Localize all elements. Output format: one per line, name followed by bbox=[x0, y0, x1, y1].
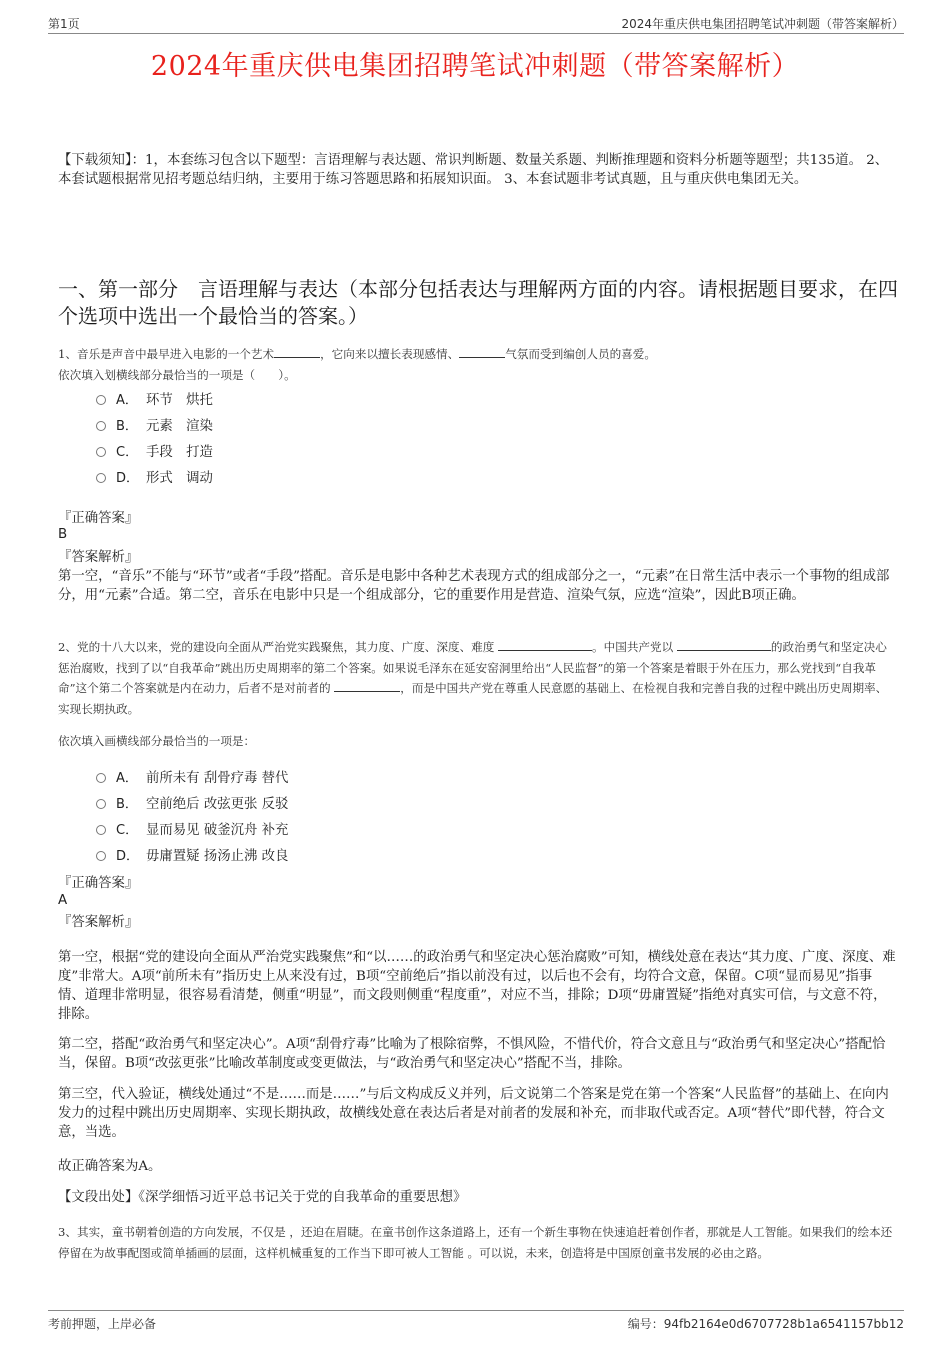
fill-blank bbox=[274, 345, 320, 358]
header-doc-title: 2024年重庆供电集团招聘笔试冲刺题（带答案解析） bbox=[621, 17, 904, 31]
correct-answer: A bbox=[58, 893, 68, 908]
analysis-paragraph: 第三空，代入验证，横线处通过“不是……而是……”与后文构成反义并列，后文说第二个答案是党在第一个答案“人民监督”的基础上、在向内发力的过程中跳出历史周期率、实现长期执政，故横线处意在表达后者是对前者的发展和补充，而非取代或否定。A项“替代”即代替，符合文意，当选。 bbox=[58, 1087, 889, 1140]
footer-divider bbox=[48, 1310, 904, 1311]
option-d[interactable]: D． 形式 调动 bbox=[96, 463, 213, 489]
question-1 bbox=[58, 344, 908, 385]
option-c[interactable]: C． 显而易见 破釜沉舟 补充 bbox=[96, 815, 288, 841]
question-2-prompt: 依次填入画横线部分最恰当的一项是： bbox=[58, 734, 256, 748]
question-1-stem: 1、音乐是声音中最早进入电影的一个艺术 ，它向来以擅长表现感情、 气氛而受到编创人员的喜爱。 bbox=[58, 347, 656, 361]
section-heading: 一、第一部分 言语理解与表达（本部分包括表达与理解两方面的内容。请根据题目要求，在四个选项中选出一个最恰当的答案。） bbox=[58, 277, 898, 328]
option-b[interactable]: B． 元素 渲染 bbox=[96, 411, 213, 437]
fill-blank bbox=[498, 638, 592, 651]
analysis-label: 『答案解析』 bbox=[58, 915, 139, 930]
fill-blank bbox=[677, 638, 771, 651]
answer-label: 『正确答案』 bbox=[58, 511, 139, 526]
question-1-options bbox=[96, 385, 213, 489]
document-id: 编号：94fb2164e0d6707728b1a6541157bb12 bbox=[627, 1317, 904, 1331]
radio-button[interactable] bbox=[96, 447, 106, 457]
fill-blank bbox=[459, 345, 505, 358]
header-divider bbox=[48, 33, 904, 34]
passage-source: 【文段出处】《深学细悟习近平总书记关于党的自我革命的重要思想》 bbox=[58, 1190, 467, 1205]
question-2-options bbox=[96, 763, 288, 867]
analysis-label: 『答案解析』 bbox=[58, 550, 139, 565]
analysis-conclusion: 故正确答案为A。 bbox=[58, 1159, 162, 1174]
option-d[interactable]: D． 毋庸置疑 扬汤止沸 改良 bbox=[96, 841, 288, 867]
download-notice: 【下载须知】：1，本套练习包含以下题型：言语理解与表达题、常识判断题、数量关系题、判断推理题和资料分析题等题型；共135道。 2、本套试题根据常见招考题总结归纳，主要用于练习答题思路和拓展知识面。 3、本套试题非考试真题，且与重庆供电集团无关。 bbox=[58, 153, 889, 187]
correct-answer: B bbox=[58, 527, 68, 542]
analysis-paragraph: 第二空，搭配“政治勇气和坚定决心”。A项“刮骨疗毒”比喻为了根除宿弊，不惧风险，不惜代价，符合文意且与“政治勇气和坚定决心”搭配恰当，保留。B项“改弦更张”比喻改革制度或变更做法，与“政治勇气和坚定决心”搭配不当，排除。 bbox=[58, 1037, 886, 1071]
question-3-stem: 3、其实，童书朝着创造的方向发展，不仅是 ，还迫在眉睫。在童书创作这条道路上，还有一个新生事物在快速追赶着创作者，那就是人工智能。如果我们的绘本还停留在为故事配图或简单插画的层面，这样机械重复的工作当下即可被人工智能 。可以说，未来，创造将是中国原创童书发展的必由之路。 bbox=[58, 1225, 893, 1260]
question-1-prompt: 依次填入划横线部分最恰当的一项是（ ）。 bbox=[58, 367, 296, 382]
radio-button[interactable] bbox=[96, 851, 106, 861]
option-a[interactable]: A． 前所未有 刮骨疗毒 替代 bbox=[96, 763, 288, 789]
radio-button[interactable] bbox=[96, 773, 106, 783]
option-c[interactable]: C． 手段 打造 bbox=[96, 437, 213, 463]
radio-button[interactable] bbox=[96, 473, 106, 483]
radio-button[interactable] bbox=[96, 395, 106, 405]
page-number: 第1页 bbox=[48, 17, 80, 31]
answer-label: 『正确答案』 bbox=[58, 876, 139, 891]
analysis-paragraph: 第一空，根据“党的建设向全面从严治党实践聚焦”和“以……的政治勇气和坚定决心惩治腐败”可知，横线处意在表达“其力度、广度、深度、难度”非常大。A项“前所未有”指历史上从来没有过，B项“空前绝后”指以前没有过，以后也不会有，均符合文意，保留。C项“显而易见”指事情、道理非常明显，很容易看清楚，侧重“明显”，而文段则侧重“程度重”，对应不当，排除；D项“毋庸置疑”指绝对真实可信，与文意不符，排除。 bbox=[58, 950, 896, 1022]
footer-slogan: 考前押题，上岸必备 bbox=[48, 1317, 157, 1331]
fill-blank bbox=[334, 679, 400, 692]
radio-button[interactable] bbox=[96, 825, 106, 835]
question-2-stem: 2、党的十八大以来，党的建设向全面从严治党实践聚焦，其力度、广度、深度、难度 。中国共产党以 的政治勇气和坚定决心惩治腐败，找到了以“自我革命”跳出历史周期率的第二个答案。如果说毛泽东在延安窑洞里给出“人民监督”的第一个答案是着眼于外在压力，那么党找到“自我革命”这个第二个答案就是内在动力，后者不是对前者的 ，而是中国共产党在尊重人民意愿的基础上、在检视自我和完善自我的过程中跳出历史周期率、实现长期执政。 bbox=[58, 640, 888, 716]
option-a[interactable]: A． 环节 烘托 bbox=[96, 385, 213, 411]
page-title: 2024年重庆供电集团招聘笔试冲刺题（带答案解析） bbox=[150, 51, 800, 82]
radio-button[interactable] bbox=[96, 799, 106, 809]
radio-button[interactable] bbox=[96, 421, 106, 431]
option-b[interactable]: B． 空前绝后 改弦更张 反驳 bbox=[96, 789, 288, 815]
analysis-text: 第一空，“音乐”不能与“环节”或者“手段”搭配。音乐是电影中各种艺术表现方式的组成部分之一，“元素”在日常生活中表示一个事物的组成部分，用“元素”合适。第二空，音乐在电影中只是一个组成部分，它的重要作用是营造、渲染气氛，应选“渲染”，因此B项正确。 bbox=[58, 569, 890, 603]
